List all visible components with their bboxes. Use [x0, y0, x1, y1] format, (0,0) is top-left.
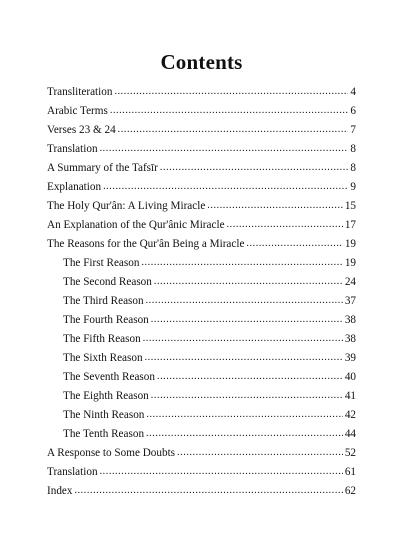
toc-page-number: 19	[344, 238, 356, 250]
toc-entry-label: Translation	[47, 466, 98, 478]
toc-page-number: 41	[344, 390, 356, 402]
toc-entry[interactable]	[47, 352, 356, 371]
toc-page-number: 38	[344, 333, 356, 345]
toc-entry-label: An Explanation of the Qur'ânic Miracle	[47, 219, 225, 231]
toc-page-number: 37	[344, 295, 356, 307]
dot-leader	[151, 389, 343, 401]
toc-page-number: 8	[350, 162, 356, 174]
toc-page-number: 44	[344, 428, 356, 440]
toc-entry[interactable]	[47, 257, 356, 276]
toc-entry[interactable]	[47, 219, 356, 238]
toc-page-number: 7	[350, 124, 356, 136]
toc-entry-label: Verses 23 & 24	[47, 124, 116, 136]
toc-entry[interactable]	[47, 333, 356, 352]
dot-leader	[145, 351, 343, 363]
toc-entry-label: The Second Reason	[63, 276, 152, 288]
toc-entry-label: Arabic Terms	[47, 105, 108, 117]
dot-leader	[154, 275, 343, 287]
dot-leader	[227, 218, 343, 230]
dot-leader	[146, 427, 343, 439]
toc-entry[interactable]	[47, 466, 356, 485]
dot-leader	[74, 484, 342, 496]
toc-entry-label: The Tenth Reason	[63, 428, 145, 440]
dot-leader	[103, 180, 348, 192]
toc-entry[interactable]	[47, 409, 356, 428]
toc-entry[interactable]	[47, 428, 356, 447]
toc-entry[interactable]	[47, 238, 356, 257]
toc-entry-label: The Holy Qur'ân: A Living Miracle	[47, 200, 206, 212]
toc-entry[interactable]	[47, 371, 356, 390]
dot-leader	[160, 161, 349, 173]
dot-leader	[146, 294, 343, 306]
dot-leader	[177, 446, 343, 458]
toc-page-number: 15	[344, 200, 356, 212]
toc-entry[interactable]	[47, 162, 356, 181]
toc-entry[interactable]	[47, 314, 356, 333]
toc-entry[interactable]	[47, 276, 356, 295]
toc-entry-label: The First Reason	[63, 257, 140, 269]
toc-entry-label: The Reasons for the Qur'ân Being a Miracle	[47, 238, 245, 250]
toc-entry-label: The Eighth Reason	[63, 390, 149, 402]
toc-entry[interactable]	[47, 86, 356, 105]
toc-entry[interactable]	[47, 124, 356, 143]
toc-page-number: 19	[344, 257, 356, 269]
dot-leader	[110, 104, 349, 116]
toc-entry-label: Index	[47, 485, 73, 497]
toc-entry-label: A Response to Some Doubts	[47, 447, 176, 459]
toc-entry[interactable]	[47, 200, 356, 219]
toc-page-number: 17	[344, 219, 356, 231]
toc-entry-label: The Third Reason	[63, 295, 144, 307]
toc-entry[interactable]	[47, 143, 356, 162]
dot-leader	[151, 313, 343, 325]
toc-page-number: 38	[344, 314, 356, 326]
toc-entry-label: The Fifth Reason	[63, 333, 141, 345]
dot-leader	[157, 370, 343, 382]
toc-page-number: 24	[344, 276, 356, 288]
toc-entry-label: The Fourth Reason	[63, 314, 149, 326]
toc-list	[47, 86, 356, 504]
toc-entry-label: A Summary of the Tafsīr	[47, 162, 158, 174]
toc-page-number: 6	[350, 105, 356, 117]
dot-leader	[118, 123, 349, 135]
toc-entry[interactable]	[47, 485, 356, 504]
dot-leader	[114, 85, 348, 97]
toc-entry[interactable]	[47, 295, 356, 314]
dot-leader	[100, 465, 343, 477]
toc-entry-label: The Seventh Reason	[63, 371, 155, 383]
dot-leader	[146, 408, 342, 420]
toc-entry[interactable]	[47, 105, 356, 124]
toc-entry-label: The Sixth Reason	[63, 352, 143, 364]
contents-page	[47, 50, 356, 504]
toc-page-number: 61	[344, 466, 356, 478]
toc-entry[interactable]	[47, 390, 356, 409]
dot-leader	[100, 142, 349, 154]
toc-page-number: 39	[344, 352, 356, 364]
toc-entry-label: The Ninth Reason	[63, 409, 145, 421]
toc-entry[interactable]	[47, 181, 356, 200]
toc-page-number: 52	[344, 447, 356, 459]
toc-page-number: 62	[344, 485, 356, 497]
toc-page-number: 9	[350, 181, 356, 193]
toc-entry-label: Translation	[47, 143, 98, 155]
toc-page-number: 4	[350, 86, 356, 98]
toc-entry-label: Explanation	[47, 181, 102, 193]
dot-leader	[246, 237, 342, 249]
dot-leader	[143, 332, 343, 344]
toc-page-number: 42	[344, 409, 356, 421]
dot-leader	[141, 256, 342, 268]
page-title: Contents	[160, 50, 243, 74]
toc-entry[interactable]	[47, 447, 356, 466]
dot-leader	[207, 199, 343, 211]
toc-page-number: 8	[350, 143, 356, 155]
toc-entry-label: Transliteration	[47, 86, 113, 98]
toc-page-number: 40	[344, 371, 356, 383]
